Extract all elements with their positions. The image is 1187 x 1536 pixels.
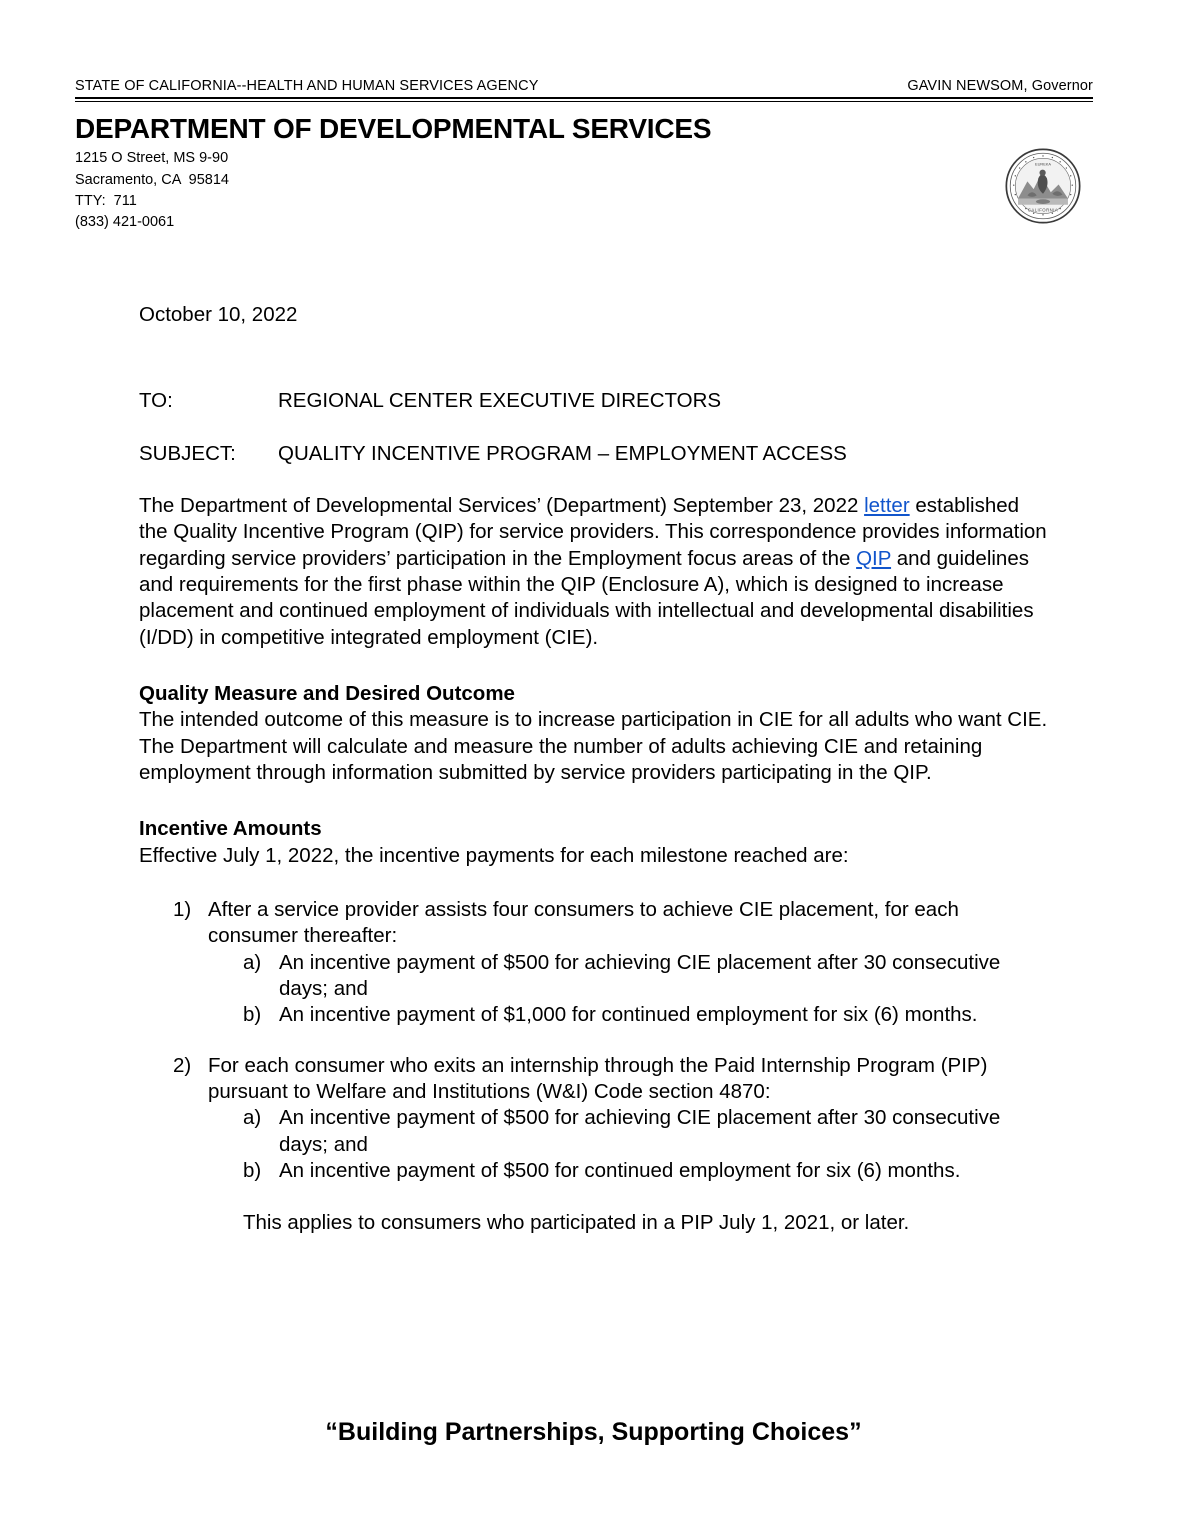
list-marker: a)	[243, 1106, 262, 1130]
letterhead	[75, 78, 1093, 233]
letter-hyperlink[interactable]: letter	[864, 493, 910, 517]
department-address	[75, 148, 1093, 233]
header-divider-rule	[75, 97, 1093, 102]
intro-paragraph	[139, 493, 1051, 651]
list-marker: b)	[243, 1003, 262, 1027]
address-phone: (833) 421-0061	[75, 213, 175, 230]
department-title: DEPARTMENT OF DEVELOPMENTAL SERVICES	[75, 113, 712, 144]
list-item-text: For each consumer who exits an internship through the Paid Internship Program (PIP) pursuant to Welfare and Institutions (W&I) Code section 4870:	[208, 1053, 988, 1103]
memo-row-subject	[139, 441, 1051, 467]
footer-tagline: “Building Partnerships, Supporting Choices”	[325, 1418, 862, 1446]
to-label: TO:	[139, 389, 173, 413]
memo-header-block	[139, 388, 1051, 467]
agency-name: STATE OF CALIFORNIA--HEALTH AND HUMAN SERVICES AGENCY	[75, 78, 539, 94]
list-item	[208, 1105, 1051, 1158]
governor-name: GAVIN NEWSOM, Governor	[907, 78, 1093, 94]
list-item	[139, 897, 1051, 1029]
list-item	[139, 1053, 1051, 1185]
incentive-sublist	[208, 1105, 1051, 1184]
incentive-list	[139, 897, 1051, 1184]
pip-applicability-note: This applies to consumers who participated in a PIP July 1, 2021, or later.	[243, 1211, 910, 1235]
letter-body	[139, 302, 1051, 1237]
quality-measure-paragraph: The intended outcome of this measure is to increase participation in CIE for all adults who want CIE. The Department will calculate and measure the number of adults achieving CIE and retaining employment through information submitted by service providers participating in the QIP.	[139, 708, 1048, 784]
memo-row-to	[139, 388, 1051, 414]
list-item-text: An incentive payment of $500 for achieving CIE placement after 30 consecutive days; and	[279, 950, 1001, 1000]
letterhead-top-row	[75, 78, 1093, 94]
list-item-text: An incentive payment of $500 for achieving CIE placement after 30 consecutive days; and	[279, 1106, 1001, 1156]
list-marker: a)	[243, 950, 262, 974]
address-city-state-zip: Sacramento, CA 95814	[75, 171, 229, 188]
intro-text-part-2: established the Quality Incentive Program (QIP) for service providers. This correspondence provides information regarding service providers’ participation in the Employment focus areas of the	[139, 493, 1047, 570]
incentive-sublist	[208, 950, 1051, 1029]
list-marker: b)	[243, 1158, 262, 1182]
list-item	[208, 950, 1051, 1003]
incentive-amounts-intro: Effective July 1, 2022, the incentive payments for each milestone reached are:	[139, 843, 849, 867]
list-item-text: An incentive payment of $1,000 for continued employment for six (6) months.	[279, 1003, 978, 1027]
list-item	[208, 1158, 1051, 1184]
quality-measure-heading: Quality Measure and Desired Outcome	[139, 681, 515, 705]
address-street: 1215 O Street, MS 9-90	[75, 150, 229, 167]
svg-text:CALIFORNIA: CALIFORNIA	[1027, 207, 1059, 213]
address-tty: TTY: 711	[75, 192, 137, 209]
list-marker: 2)	[173, 1053, 192, 1077]
list-item-text: An incentive payment of $500 for continued employment for six (6) months.	[279, 1158, 961, 1182]
list-item-text: After a service provider assists four consumers to achieve CIE placement, for each consumer thereafter:	[208, 897, 959, 948]
subject-label: SUBJECT:	[139, 441, 236, 465]
qip-hyperlink[interactable]: QIP	[856, 546, 892, 570]
incentive-amounts-heading: Incentive Amounts	[139, 817, 322, 841]
intro-text-part-3: and guidelines and requirements for the first phase within the QIP (Enclosure A), which is designed to increase placement and continued employment of individuals with intellectual and developmental disabilities (I/DD) in competitive integrated employment (CIE).	[139, 546, 1034, 649]
california-state-seal-icon	[1004, 147, 1082, 225]
subject-value: QUALITY INCENTIVE PROGRAM – EMPLOYMENT ACCESS	[278, 441, 847, 465]
intro-text-part-1: The Department of Developmental Services’ (Department) September 23, 2022	[139, 493, 865, 517]
svg-text:EUREKA: EUREKA	[1035, 161, 1051, 167]
list-marker: 1)	[173, 897, 192, 921]
letter-date: October 10, 2022	[139, 303, 298, 326]
list-item	[208, 1002, 1051, 1028]
to-value: REGIONAL CENTER EXECUTIVE DIRECTORS	[278, 389, 722, 413]
